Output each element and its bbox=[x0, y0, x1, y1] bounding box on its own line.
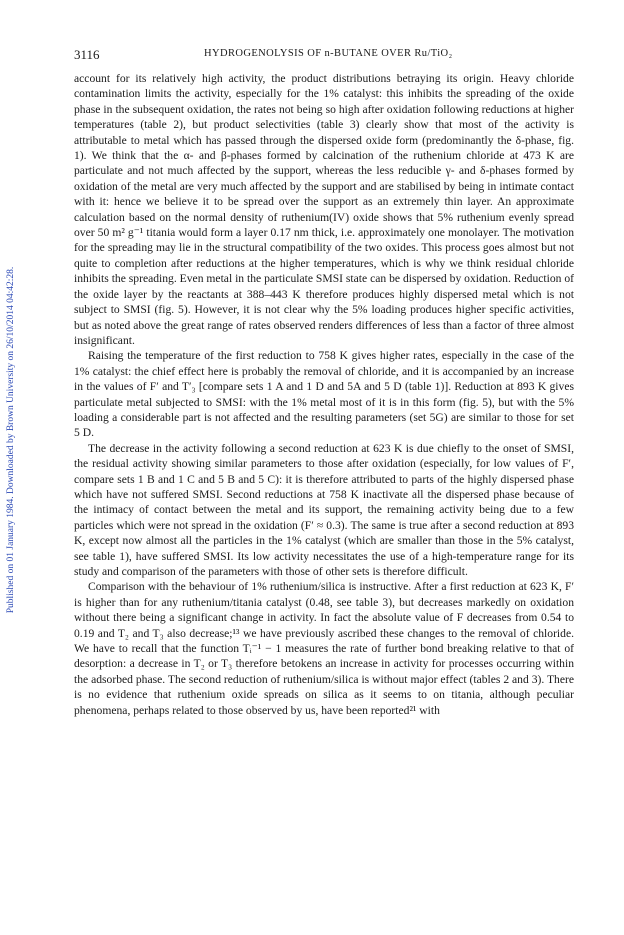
paragraph-4: Comparison with the behaviour of 1% ruthenium/silica is instructive. After a first reduction at 623 K, F′ is higher than for any ruthenium/titania catalyst (0.48, see table 3), but decreases markedly on oxidation without there being a significant change in activity. In fact the absolute value of F decreases from 0.54 to 0.19 and T₂ and T₃ also decrease;¹³ we have previously ascribed these changes to the removal of chloride. We have to recall that the function Tᵢ⁻¹ − 1 measures the rate of further bond breaking relative to that of desorption: a decrease in T₂ or T₃ therefore betokens an increase in activity for processes occurring within the adsorbed phase. The second reduction of ruthenium/silica is without major effect (tables 2 and 3). There is no evidence that ruthenium oxide spreads on silica as it seems to on titania, although peculiar phenomena, perhaps related to those observed by us, have been reported²¹ with bbox=[74, 580, 574, 717]
paragraph-3: The decrease in the activity following a second reduction at 623 K is due chiefly to the onset of SMSI, the residual activity showing similar parameters to those after oxidation (especially, for low values of F′, compare sets 1 B and 1 C and 5 B and 5 C): it is therefore attributed to parts of the highly dispersed phase which have not suffered SMSI. Second reductions at 758 K inactivate all the dispersed phase because of the intimacy of contact between the metal and its support, the remaining activity being due to a few particles which were not spread in the oxidation (F′ ≈ 0.3). The same is true after a second reduction at 893 K, except now almost all the particles in the 1% catalyst (which are smaller than those in the 5% catalyst, see table 1), have suffered SMSI. Its low activity necessitates the use of a high-temperature range for its study and comparison of the parameters with those of other sets is therefore difficult. bbox=[74, 441, 574, 578]
paragraph-2: Raising the temperature of the first reduction to 758 K gives higher rates, especially in the case of the 1% catalyst: the chief effect here is probably the removal of chloride, and it is accompanied by an increase in the values of F′ and T′₃ [compare sets 1 A and 1 D and 5A and 5 D (table 1)]. Reduction at 893 K gives particulate metal subjected to SMSI: with the 1% metal most of it is in this form (fig. 5), but with the 5% loading a considerable part is not affected and the resulting parameters (set 5G) are similar to those for set 5 D. bbox=[74, 349, 574, 440]
paragraph-1: account for its relatively high activity, the product distributions betraying its origin. Heavy chloride contamination limits the activity, especially for the 1% catalyst: this inhibits the spreading of the oxide phase in the subsequent oxidation, the rates not being so high after oxidation following reductions at higher temperatures (table 2), but product selectivities (table 3) clearly show that most of the activity is attributable to metal which has passed through the dispersed oxide form (predominantly the δ-phase, fig. 1). We think that the α- and β-phases formed by calcination of the ruthenium chloride at 473 K are particulate and not much affected by the support, whereas the less reducible γ- and δ-phases formed by oxidation of the metal are very much affected by the support and are stabilised by being in intimate contact with it: hence we believe it to be spread over the support as an extremely thin layer. An approximate calculation based on the normal density of ruthenium(IV) oxide shows that 5% ruthenium evenly spread over 50 m² g⁻¹ titania would form a layer 0.17 nm thick, i.e. approximately one monolayer. The motivation for the spreading may lie in the structural compatibility of the two oxides. This process goes almost but not quite to completion after reductions at the higher temperatures, which is why we think residual chloride inhibits the spreading. Even metal in the particulate SMSI state can be dispersed by oxidation. Reduction of the oxide layer by the reactants at 388–443 K therefore produces highly dispersed metal which is not subject to SMSI (fig. 5). However, it is not clear why the 5% loading produces higher specific activities, but as noted above the great range of rates observed renders differences of less than a factor of three almost insignificant. bbox=[74, 72, 574, 347]
article-body bbox=[74, 71, 574, 718]
page-number: 3116 bbox=[74, 47, 100, 62]
download-watermark bbox=[4, 160, 18, 720]
download-watermark-text[interactable]: Published on 01 January 1984. Downloaded by Brown University on 26/10/2014 04:42:28. bbox=[6, 266, 16, 614]
running-title: HYDROGENOLYSIS OF n-BUTANE OVER Ru/TiO₂ bbox=[204, 48, 453, 59]
page-header bbox=[74, 47, 574, 65]
